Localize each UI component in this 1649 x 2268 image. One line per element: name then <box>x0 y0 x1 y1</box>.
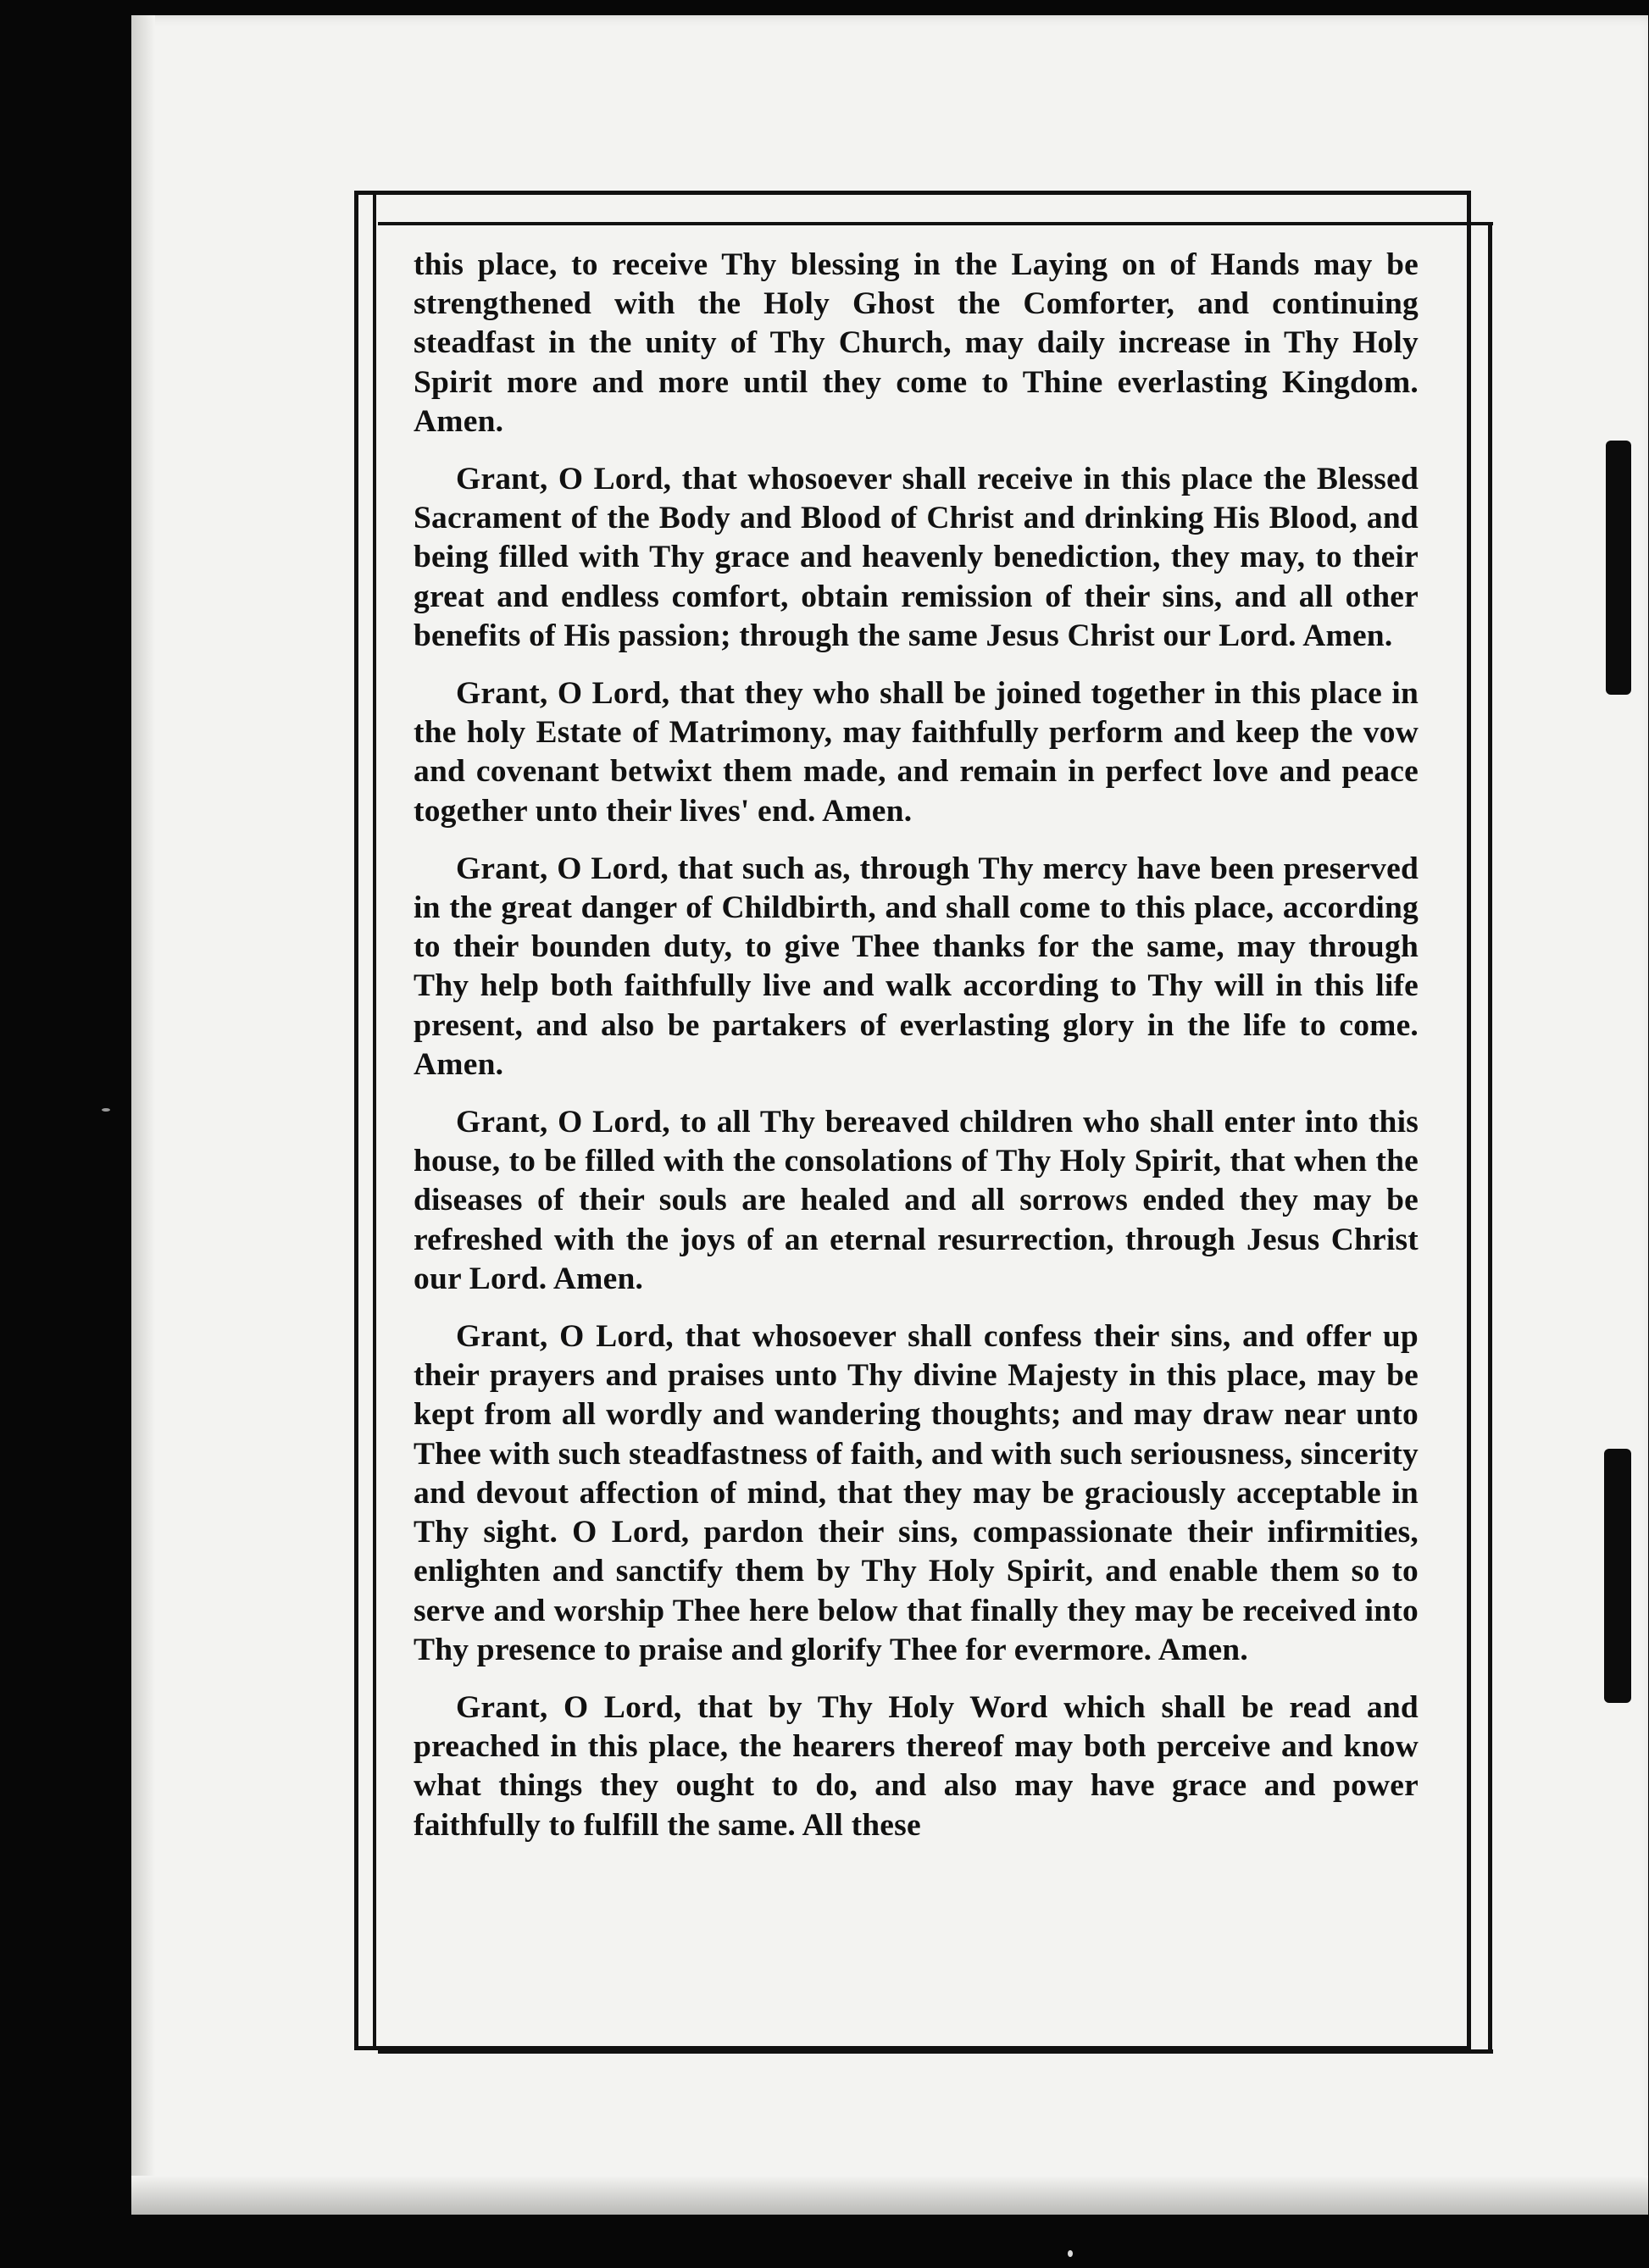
page-shadow-bottom <box>131 2176 1648 2215</box>
page-shadow-left <box>131 15 155 2215</box>
prayer-paragraph: Grant, O Lord, that whosoever shall receive in this place the Blessed Sacrament of the Body and Blood of Christ and drinking His Blood, and being filled with Thy grace and heavenly benediction, they may, to their great and endless comfort, obtain remission of their sins, and all other benefits of His passion; through the same Jesus Christ our Lord. Amen. <box>414 462 1419 653</box>
prayer-paragraph: Grant, O Lord, that whosoever shall confess their sins, and offer up their prayers and praises unto Thy divine Majesty in this place, may be kept from all wordly and wandering thoughts; and may draw near unto Thee with such steadfastness of faith, and with such seriousness, sincerity and devout affection of mind, that they may be graciously acceptable in Thy sight. O Lord, pardon their sins, compassionate their infirmities, enlighten and sanctify them by Thy Holy Spirit, and enable them so to serve and worship Thee here below that finally they may be received into Thy presence to praise and glorify Thee for evermore. Amen. <box>414 1319 1419 1667</box>
prayer-text <box>414 246 1419 1864</box>
binding-mark-lower <box>1604 1449 1631 1703</box>
page-frame-rule-left <box>373 191 376 2050</box>
prayer-paragraph: Grant, O Lord, that such as, through Thy mercy have been preserved in the great danger of Childbirth, and shall come to this place, according to their bounden duty, to give Thee thanks for the same, may through Thy help both faithfully live and walk according to Thy will in this life present, and also be partakers of everlasting glory in the life to come. Amen. <box>414 851 1419 1082</box>
prayer-paragraph: this place, to receive Thy blessing in the Laying on of Hands may be strengthened with the Holy Ghost the Comforter, and continuing steadfast in the unity of Thy Church, may daily increase in Thy Holy Spirit more and more until they come to Thine everlasting Kingdom. Amen. <box>414 247 1419 439</box>
prayer-paragraph: Grant, O Lord, that by Thy Holy Word which shall be read and preached in this place, the hearers thereof may both perceive and know what things they ought to do, and also may have grace and power faithfully to fulfill the same. All these <box>414 1689 1419 1843</box>
scan-speck <box>102 1108 110 1112</box>
prayer-paragraph: Grant, O Lord, to all Thy bereaved children who shall enter into this house, to be filled with the consolations of Thy Holy Spirit, that when the diseases of their souls are healed and all sorrows ended they may be refreshed with the joys of an eternal resurrection, through Jesus Christ our Lord. Amen. <box>414 1105 1419 1296</box>
binding-mark-upper <box>1606 441 1631 695</box>
scan-speck <box>1068 2250 1073 2257</box>
page-frame-rule-right <box>1488 222 1492 2054</box>
prayer-paragraph: Grant, O Lord, that they who shall be joined together in this place in the holy Estate of Matrimony, may faithfully perform and keep the vow and covenant betwixt them made, and remain in perfect love and peace together unto their lives' end. Amen. <box>414 676 1419 829</box>
